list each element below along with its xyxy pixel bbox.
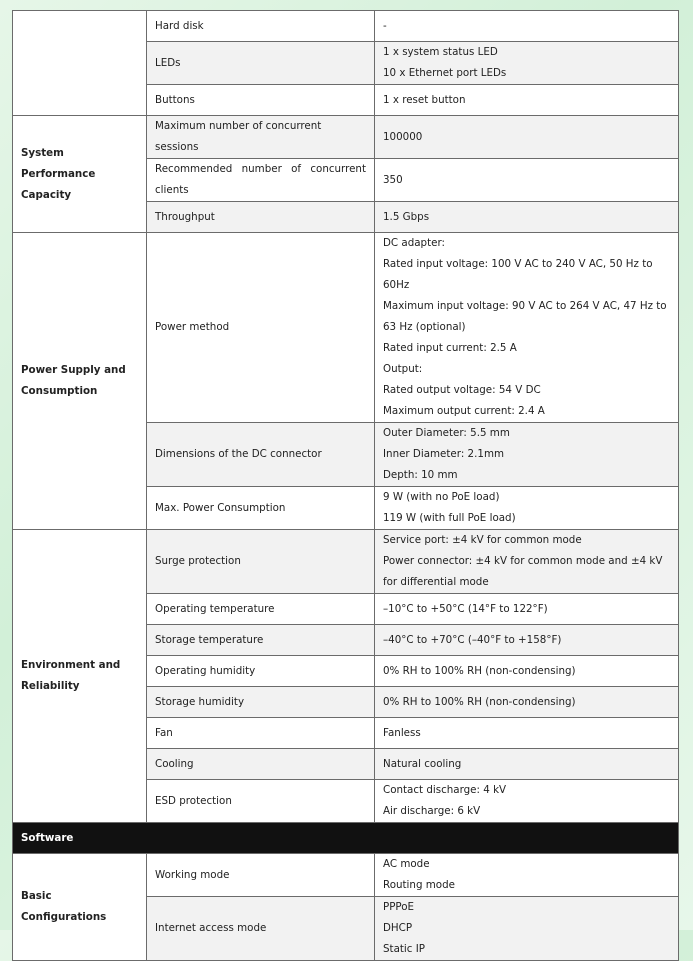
- spec-sheet: [12, 10, 678, 961]
- category-cell: Environment and Reliability: [13, 530, 147, 823]
- spec-label: Maximum number of concurrent sessions: [147, 116, 375, 159]
- spec-value: 350: [375, 159, 679, 202]
- spec-label: Buttons: [147, 85, 375, 116]
- spec-value: Fanless: [375, 718, 679, 749]
- spec-label: LEDs: [147, 42, 375, 85]
- value-line: Power connector: ±4 kV for common mode and ±4 kV for differential mode: [383, 555, 663, 588]
- spec-value: [375, 897, 679, 961]
- section-title: Software: [13, 823, 679, 854]
- spec-label: Storage humidity: [147, 687, 375, 718]
- value-line: Rated input current: 2.5 A: [383, 342, 517, 354]
- spec-value: [375, 530, 679, 594]
- value-line: Rated output voltage: 54 V DC: [383, 384, 541, 396]
- spec-label: [147, 159, 375, 202]
- section-header-row: [13, 823, 679, 854]
- table-row: [13, 530, 679, 594]
- value-line: Routing mode: [383, 879, 455, 891]
- spec-value: 100000: [375, 116, 679, 159]
- value-line: Outer Diameter: 5.5 mm: [383, 427, 510, 439]
- spec-value: 1 x reset button: [375, 85, 679, 116]
- spec-label: Fan: [147, 718, 375, 749]
- value-line: Maximum output current: 2.4 A: [383, 405, 545, 417]
- spec-label: Internet access mode: [147, 897, 375, 961]
- spec-value: 0% RH to 100% RH (non-condensing): [375, 687, 679, 718]
- spec-value: –10°C to +50°C (14°F to 122°F): [375, 594, 679, 625]
- spec-value: [375, 423, 679, 487]
- category-cell-empty: [13, 11, 147, 116]
- value-line: DHCP: [383, 922, 413, 934]
- spec-label-text: Recommended number of concurrent clients: [155, 163, 366, 196]
- value-line: 119 W (with full PoE load): [383, 512, 516, 524]
- value-line: Inner Diameter: 2.1mm: [383, 448, 504, 460]
- spec-value: 1.5 Gbps: [375, 202, 679, 233]
- spec-value: [375, 42, 679, 85]
- table-row: [13, 11, 679, 42]
- table-row: [13, 854, 679, 897]
- spec-label: Power method: [147, 233, 375, 423]
- value-line: Contact discharge: 4 kV: [383, 784, 507, 796]
- spec-label: Storage temperature: [147, 625, 375, 656]
- value-line: Output:: [383, 363, 423, 375]
- value-line: 9 W (with no PoE load): [383, 491, 500, 503]
- spec-value: 0% RH to 100% RH (non-condensing): [375, 656, 679, 687]
- spec-label: Surge protection: [147, 530, 375, 594]
- spec-label: Hard disk: [147, 11, 375, 42]
- value-line: Maximum input voltage: 90 V AC to 264 V AC, 47 Hz to 63 Hz (optional): [383, 300, 667, 333]
- value-line: Static IP: [383, 943, 425, 955]
- category-cell: Power Supply and Consumption: [13, 233, 147, 530]
- category-cell: Basic Configurations: [13, 854, 147, 961]
- spec-label: Working mode: [147, 854, 375, 897]
- value-line: Depth: 10 mm: [383, 469, 458, 481]
- table-row: [13, 233, 679, 423]
- spec-label: Dimensions of the DC connector: [147, 423, 375, 487]
- value-line: PPPoE: [383, 901, 415, 913]
- value-line: Service port: ±4 kV for common mode: [383, 534, 582, 546]
- spec-label: Cooling: [147, 749, 375, 780]
- value-line: Air discharge: 6 kV: [383, 805, 481, 817]
- value-line: AC mode: [383, 858, 430, 870]
- spec-value: [375, 487, 679, 530]
- spec-value: [375, 854, 679, 897]
- spec-label: Max. Power Consumption: [147, 487, 375, 530]
- spec-value: –40°C to +70°C (–40°F to +158°F): [375, 625, 679, 656]
- spec-label: ESD protection: [147, 780, 375, 823]
- spec-value: [375, 233, 679, 423]
- spec-label: Operating humidity: [147, 656, 375, 687]
- spec-value: -: [375, 11, 679, 42]
- spec-value: Natural cooling: [375, 749, 679, 780]
- table-row: [13, 116, 679, 159]
- value-line: Rated input voltage: 100 V AC to 240 V AC, 50 Hz to 60Hz: [383, 258, 653, 291]
- value-line: 10 x Ethernet port LEDs: [383, 67, 507, 79]
- value-line: DC adapter:: [383, 237, 445, 249]
- spec-label: Throughput: [147, 202, 375, 233]
- category-cell: System Performance Capacity: [13, 116, 147, 233]
- value-line: 1 x system status LED: [383, 46, 498, 58]
- spec-value: [375, 780, 679, 823]
- spec-table: [12, 10, 679, 961]
- spec-label: Operating temperature: [147, 594, 375, 625]
